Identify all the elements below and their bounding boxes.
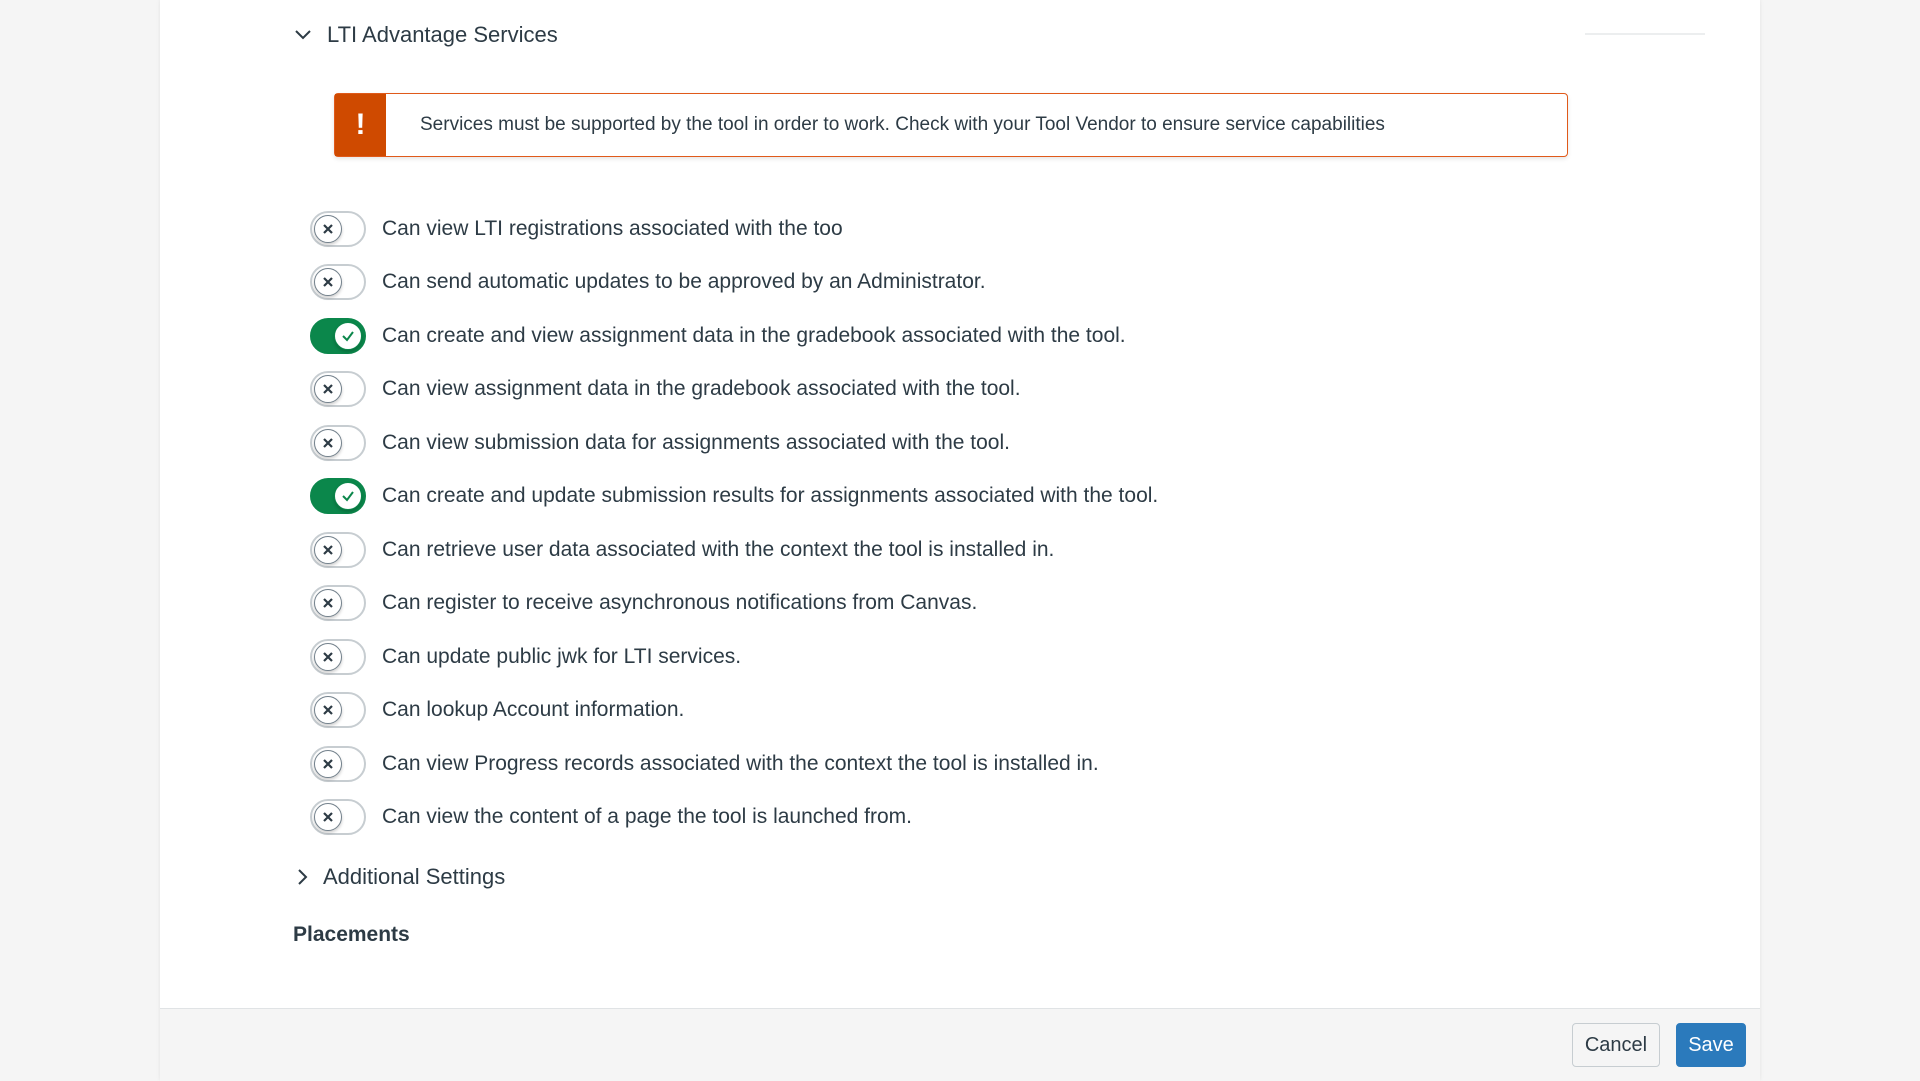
cancel-button[interactable]: Cancel	[1572, 1023, 1660, 1067]
x-icon	[314, 589, 342, 617]
service-toggle[interactable]	[310, 478, 366, 514]
service-label: Can view the content of a page the tool is launched from.	[382, 805, 912, 829]
service-row	[310, 684, 1158, 738]
service-label: Can create and update submission results for assignments associated with the tool.	[382, 484, 1159, 508]
x-icon	[314, 429, 342, 457]
alert-text: Services must be supported by the tool in order to work. Check with your Tool Vendor to ensure service capabilities	[420, 114, 1385, 135]
service-toggle[interactable]	[310, 585, 366, 621]
x-icon	[314, 375, 342, 403]
service-label: Can update public jwk for LTI services.	[382, 644, 742, 668]
check-icon	[334, 322, 362, 350]
service-toggle[interactable]	[310, 318, 366, 354]
service-toggle[interactable]	[310, 264, 366, 300]
service-label: Can view Progress records associated with the context the tool is installed in.	[382, 751, 1099, 775]
placements-heading: Placements	[293, 923, 410, 946]
check-icon	[334, 482, 362, 510]
exclamation-icon: !	[335, 94, 386, 156]
divider	[1585, 33, 1705, 35]
x-icon	[314, 536, 342, 564]
lti-services-toggle[interactable]	[293, 22, 558, 48]
settings-panel	[160, 0, 1760, 1080]
section-title: LTI Advantage Services	[327, 22, 558, 47]
service-toggle[interactable]	[310, 799, 366, 835]
footer	[160, 1008, 1760, 1081]
service-row	[310, 737, 1158, 791]
service-row	[310, 416, 1158, 470]
service-toggle[interactable]	[310, 692, 366, 728]
additional-settings-label: Additional Settings	[323, 864, 506, 889]
service-row	[310, 256, 1158, 310]
chevron-right-icon	[293, 867, 313, 887]
service-toggle[interactable]	[310, 532, 366, 568]
x-icon	[314, 643, 342, 671]
service-label: Can register to receive asynchronous notifications from Canvas.	[382, 591, 978, 615]
x-icon	[314, 696, 342, 724]
service-row	[310, 630, 1158, 684]
services-list	[310, 202, 1158, 844]
service-row	[310, 363, 1158, 417]
x-icon	[314, 803, 342, 831]
service-toggle[interactable]	[310, 639, 366, 675]
service-row	[310, 309, 1158, 363]
service-label: Can view assignment data in the gradebook associated with the tool.	[382, 377, 1021, 401]
service-label: Can view LTI registrations associated with the too	[382, 216, 843, 240]
additional-settings-toggle[interactable]	[293, 864, 505, 890]
chevron-down-icon	[293, 25, 313, 45]
service-toggle[interactable]	[310, 425, 366, 461]
service-label: Can view submission data for assignments associated with the tool.	[382, 430, 1010, 454]
service-label: Can lookup Account information.	[382, 698, 685, 722]
save-button[interactable]: Save	[1676, 1023, 1746, 1067]
x-icon	[314, 268, 342, 296]
service-label: Can send automatic updates to be approved by an Administrator.	[382, 270, 986, 294]
service-row	[310, 470, 1158, 524]
service-row	[310, 202, 1158, 256]
service-label: Can retrieve user data associated with the context the tool is installed in.	[382, 537, 1055, 561]
service-toggle[interactable]	[310, 211, 366, 247]
service-toggle[interactable]	[310, 371, 366, 407]
service-label: Can create and view assignment data in the gradebook associated with the tool.	[382, 323, 1126, 347]
x-icon	[314, 215, 342, 243]
service-row	[310, 577, 1158, 631]
service-toggle[interactable]	[310, 746, 366, 782]
service-row	[310, 791, 1158, 845]
service-row	[310, 523, 1158, 577]
warning-alert	[334, 93, 1568, 157]
x-icon	[314, 750, 342, 778]
